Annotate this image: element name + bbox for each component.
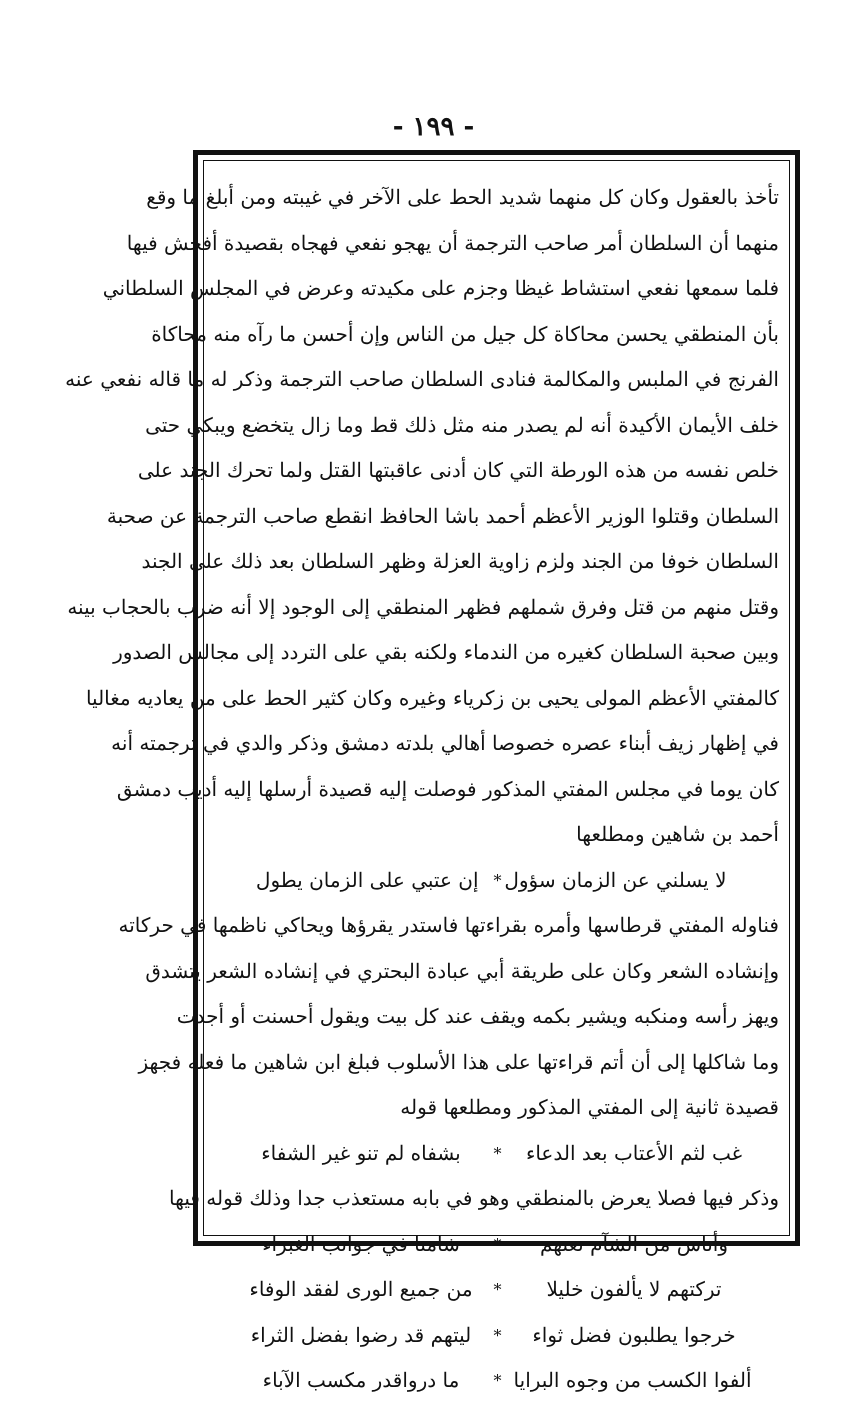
- prose-line: خلف الأيمان الأكيدة أنه لم يصدر منه مثل ذلك قط وما زال يتخضع ويبكي حتى: [145, 412, 779, 437]
- verse-second-hemistich: شامنا في جوانب الغبراء: [262, 1231, 460, 1256]
- text-block: [65, 175, 779, 1392]
- verse-second-hemistich: بشفاه لم تنو غير الشفاء: [261, 1140, 461, 1165]
- prose-line: في إظهار زيف أبناء عصره خصوصا أهالي بلدته دمشق وذكر والدي في ترجمته أنه: [111, 731, 779, 755]
- prose-line: منهما أن السلطان أمر صاحب الترجمة أن يهجو نفعي فهجاه بقصيدة أفحش فيها: [126, 230, 779, 255]
- verse-separator-star: *: [493, 1143, 502, 1163]
- verse-line: [216, 1267, 779, 1313]
- prose-section-2: [118, 903, 779, 1131]
- prose-line: فناوله المفتي قرطاسها وأمره بقراءتها فاستدر يقرؤها ويحاكي ناظمها في حركاته: [118, 913, 779, 937]
- verse-section-3: [216, 1222, 779, 1404]
- prose-line: الفرنج في الملبس والمكالمة فنادى السلطان صاحب الترجمة وذكر له ما قاله نفعي عنه: [65, 367, 779, 391]
- prose-line: وقتل منهم من قتل وفرق شملهم فظهر المنطقي إلى الوجود إلا أنه ضرب بالحجاب بينه: [67, 594, 779, 619]
- prose-line: ويهز رأسه ومنكبه ويشير بكمه ويقف عند كل بيت ويقول أحسنت أو أجدت: [176, 1004, 779, 1028]
- verse-second-hemistich: إن عتبي على الزمان يطول: [255, 867, 479, 892]
- verse-first-hemistich: خرجوا يطلبون فضل ثواء: [532, 1322, 736, 1347]
- verse-second-hemistich: ليتهم قد رضوا بفضل الثراء: [250, 1322, 472, 1347]
- prose-line: السلطان وقتلوا الوزير الأعظم أحمد باشا الحافظ انقطع صاحب الترجمة عن صحبة: [106, 503, 779, 528]
- prose-line: وإنشاده الشعر وكان على طريقة أبي عبادة البحتري في إنشاده الشعر يتشدق: [145, 958, 779, 983]
- prose-line: وذكر فيها فصلا يعرض بالمنطقي وهو في بابه مستعذب جدا وذلك قوله فيها: [169, 1186, 779, 1210]
- verse-line: [216, 1358, 779, 1404]
- prose-line: تأخذ بالعقول وكان كل منهما شديد الحط على الآخر في غيبته ومن أبلغ ما وقع: [146, 185, 779, 209]
- prose-line: كان يوما في مجلس المفتي المذكور فوصلت إليه قصيدة أرسلها إليه أديب دمشق: [116, 776, 779, 801]
- page-number: - ١٩٩ -: [392, 112, 475, 142]
- verse-separator-star: *: [493, 870, 502, 890]
- verse-line: [216, 1131, 779, 1177]
- verse-first-hemistich: غب لثم الأعتاب بعد الدعاء: [525, 1140, 743, 1165]
- prose-section-3: [169, 1176, 779, 1222]
- verse-first-hemistich: تركتهم لا يألفون خليلا: [546, 1277, 722, 1301]
- prose-line: وبين صحبة السلطان كغيره من الندماء ولكنه بقي على التردد إلى مجالس الصدور: [113, 640, 779, 664]
- prose-line: أحمد بن شاهين ومطلعها: [576, 822, 779, 846]
- verse-second-hemistich: من جميع الورى لفقد الوفاء: [249, 1277, 473, 1301]
- prose-line: بأن المنطقي يحسن محاكاة كل جيل من الناس وإن أحسن ما رآه منه محاكاة: [151, 321, 779, 346]
- verse-separator-star: *: [493, 1371, 502, 1390]
- page-frame: [65, 150, 800, 1392]
- verse-separator-star: *: [493, 1325, 502, 1345]
- verse-separator-star: *: [493, 1234, 502, 1254]
- prose-line: السلطان خوفا من الجند ولزم زاوية العزلة وظهر السلطان بعد ذلك على الجند: [141, 549, 779, 573]
- prose-section-1: [65, 175, 779, 858]
- verse-first-hemistich: ألفوا الكسب من وجوه البرايا: [513, 1368, 752, 1392]
- prose-line: خلص نفسه من هذه الورطة التي كان أدنى عاقبتها القتل ولما تحرك الجند على: [137, 458, 779, 482]
- verse-line: [216, 1222, 779, 1268]
- prose-line: قصيدة ثانية إلى المفتي المذكور ومطلعها قوله: [400, 1095, 779, 1119]
- verse-second-hemistich: ما درواقدر مكسب الآباء: [262, 1368, 460, 1392]
- verse-first-hemistich: وأناس من الشآم نعتهم: [539, 1231, 729, 1256]
- verse-separator-star: *: [493, 1280, 502, 1299]
- verse-line: [216, 858, 779, 904]
- verse-line: [216, 1313, 779, 1359]
- prose-line: وما شاكلها إلى أن أتم قراءتها على هذا الأسلوب فبلغ ابن شاهين ما فعله فجهز: [138, 1049, 779, 1074]
- prose-line: كالمفتي الأعظم المولى يحيى بن زكرياء وغيره وكان كثير الحط على من يعاديه مغاليا: [85, 685, 779, 710]
- verse-first-hemistich: لا يسلني عن الزمان سؤول: [504, 867, 727, 892]
- prose-line: فلما سمعها نفعي استشاط غيظا وجزم على مكيدته وعرض في المجلس السلطاني: [102, 276, 779, 300]
